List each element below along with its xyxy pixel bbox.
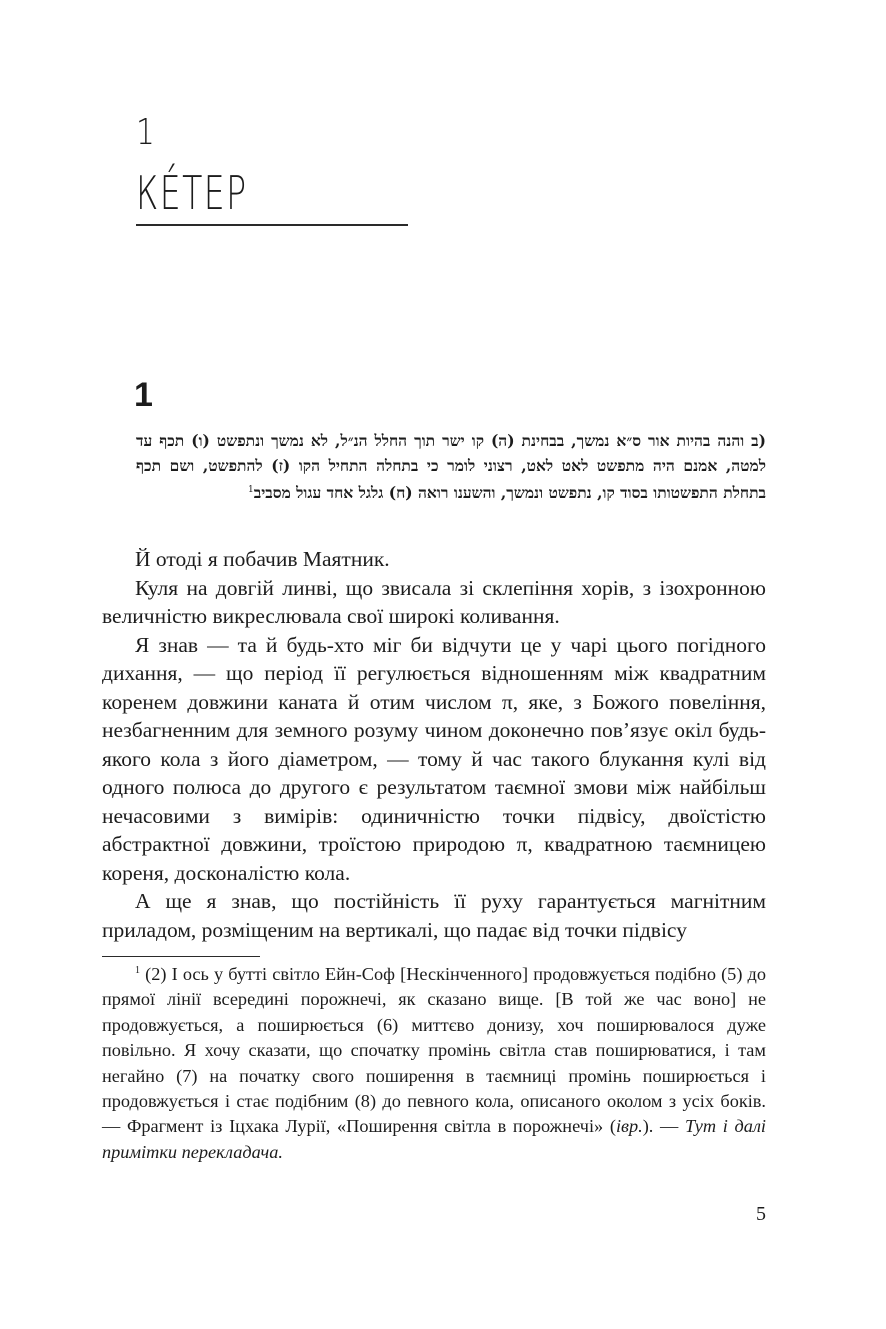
- part-number: 1: [136, 112, 156, 153]
- page-number: 5: [756, 1203, 766, 1225]
- chapter-number: 1: [134, 376, 153, 414]
- footnote-marker: 1: [135, 964, 140, 976]
- footnote-lang-abbr: івр.: [615, 1116, 643, 1137]
- paragraph: Я знав — та й будь-хто міг би відчути це у чарі цього погідного дихання, — що період її регулюється відношенням між квадратним коренем довжини каната й отим числом π, яке, з Божого повеління, незбагненним для земного розуму чином доконечно пов’язує окіл будь-якого кола з його діаметром, — тому й час такого блукання кулі від одного полюса до другого є результатом таємної змови між найбільш нечасовими з вимірів: одиничністю точки підвісу, двоїстістю абстрактної довжини, троїстою природою π, квадратною таємницею кореня, досконалістю кола.: [102, 632, 766, 885]
- epigraph-footnote-ref: 1: [248, 485, 254, 495]
- paragraph: Й отоді я побачив Маятник.: [135, 547, 390, 571]
- footnote-translator-note: Тут і далі примітки перекладача.: [102, 1116, 766, 1162]
- footnote-after-abbr: ). —: [642, 1116, 686, 1137]
- main-text: [102, 545, 766, 944]
- title-underline: [136, 224, 408, 226]
- hebrew-epigraph: [136, 428, 766, 505]
- paragraph: А ще я знав, що постійність її руху гарантується магнітним приладом, розміщеним на вертикалі, що падає від точки підвісу: [102, 889, 766, 942]
- footnote-separator: [102, 956, 260, 957]
- footnote-text: (2) І ось у бутті світло Ейн-Соф [Нескінченного] продовжується подібно (5) до прямої лінії всередині порожнечі, як сказано вище. [В той же час воно] не продовжується, а поширюється (6) миттєво донизу, хоч поширювалося дуже повільно. Я хочу сказати, що спочатку промінь світла став поширюватися, і там негайно (7) на початку свого поширення в таємниці промінь поширюється і продовжується і стає подібним (8) до певного кола, описаного околом з усіх боків. — Фрагмент із Іцхака Лурії, «Поширення світла в порожнечі» (: [102, 964, 766, 1137]
- footnote: [102, 962, 766, 1165]
- epigraph-text: (ב והנה בהיות אור ס״א נמשך, בבחינת (ה) קו ישר תוך החלל הנ״ל, לא נמשך ונתפשט (ו) תכף עד למטה, אמנם היה מתפשט לאט לאט, רצוני לומר כי בתחלה התחיל הקו (ז) להתפשט, ושם תכף בתחלת התפשטותו בסוד קו, נתפשט ונמשך, והשענו רואה (ח) גלגל אחד עגול מסביב: [136, 431, 766, 503]
- paragraph: Куля на довгій линві, що звисала зі склепіння хорів, з ізохронною величністю викреслювала свої широкі коливання.: [102, 575, 766, 628]
- part-title: КЕ́ТЕР: [136, 166, 248, 220]
